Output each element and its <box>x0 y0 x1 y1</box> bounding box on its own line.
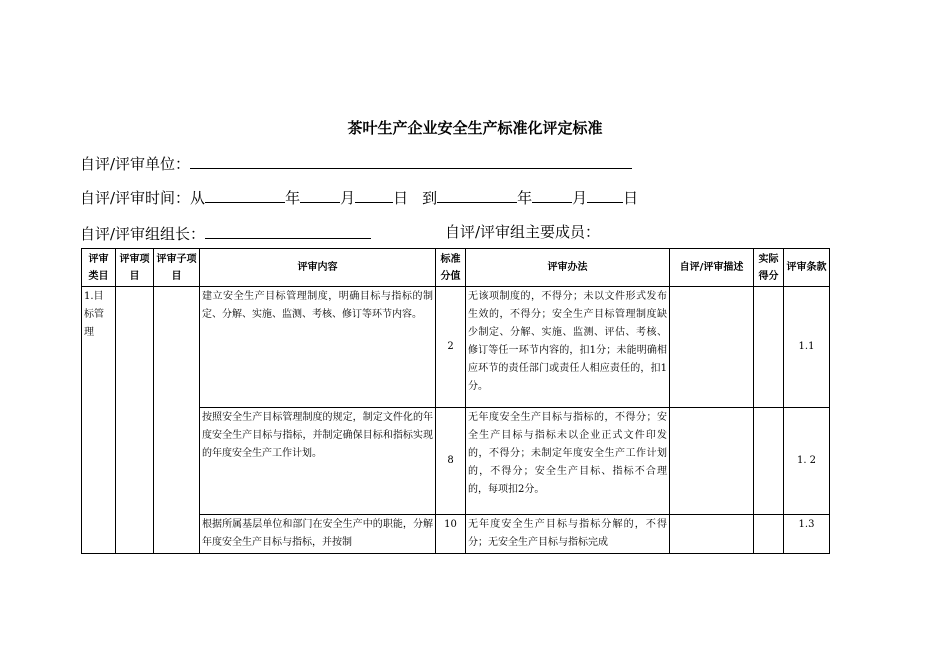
category-cell: 1.目标管理 <box>82 287 116 554</box>
members-line <box>445 222 600 242</box>
leader-line <box>80 222 371 244</box>
end-day-blank[interactable] <box>587 186 623 203</box>
score-cell: 2 <box>436 287 466 408</box>
day-label: 日 <box>393 189 409 207</box>
year-label: 年 <box>285 189 301 207</box>
header-subitem: 评审子项目 <box>154 249 200 287</box>
unit-label: 自评/评审单位： <box>80 155 191 173</box>
month-label: 月 <box>340 189 356 207</box>
content-cell: 按照安全生产目标管理制度的规定，制定文件化的年度安全生产目标与指标，并制定确保目标和指标实现的年度安全生产工作计划。 <box>200 408 436 515</box>
time-line <box>80 186 638 208</box>
header-clause: 评审条款 <box>784 249 830 287</box>
start-day-blank[interactable] <box>355 186 393 203</box>
content-cell: 根据所属基层单位和部门在安全生产中的职能，分解年度安全生产目标与指标，并按制 <box>200 515 436 554</box>
start-year-blank[interactable] <box>205 186 285 203</box>
method-cell: 无年度安全生产目标与指标的，不得分；安全生产目标与指标未以企业正式文件印发的，不得分；未制定年度安全生产工作计划的，不得分；安全生产目标、指标不合理的，每项扣2分。 <box>466 408 670 515</box>
start-month-blank[interactable] <box>300 186 340 203</box>
header-score: 标准分值 <box>436 249 466 287</box>
header-method: 评审办法 <box>466 249 670 287</box>
header-row <box>82 249 830 287</box>
header-content: 评审内容 <box>200 249 436 287</box>
time-label: 自评/评审时间：从 <box>80 189 206 207</box>
day-label-2: 日 <box>623 189 639 207</box>
leader-blank[interactable] <box>205 222 371 239</box>
end-month-blank[interactable] <box>532 186 572 203</box>
clause-cell: 1. 2 <box>784 408 830 515</box>
actual-score-cell[interactable] <box>754 287 784 408</box>
method-cell: 无该项制度的，不得分；未以文件形式发布生效的，不得分；安全生产目标管理制度缺少制定、分解、实施、监测、评估、考核、修订等任一环节内容的，扣1分；未能明确相应环节的责任部门或责任人相应责任的，扣1分。 <box>466 287 670 408</box>
actual-score-cell[interactable] <box>754 515 784 554</box>
score-cell: 8 <box>436 408 466 515</box>
description-cell[interactable] <box>670 287 754 408</box>
header-category: 评审类目 <box>82 249 116 287</box>
table-row <box>82 287 830 408</box>
end-year-blank[interactable] <box>437 186 517 203</box>
actual-score-cell[interactable] <box>754 408 784 515</box>
document-title: 茶叶生产企业安全生产标准化评定标准 <box>347 119 603 137</box>
method-cell: 无年度安全生产目标与指标分解的，不得分；无安全生产目标与指标完成 <box>466 515 670 554</box>
unit-blank[interactable] <box>190 152 632 169</box>
content-cell: 建立安全生产目标管理制度，明确目标与指标的制定、分解、实施、监测、考核、修订等环节内容。 <box>200 287 436 408</box>
description-cell[interactable] <box>670 515 754 554</box>
header-item: 评审项目 <box>116 249 154 287</box>
criteria-table <box>81 248 830 554</box>
clause-cell: 1.1 <box>784 287 830 408</box>
to-label: 到 <box>422 189 438 207</box>
year-label-2: 年 <box>517 189 533 207</box>
month-label-2: 月 <box>572 189 588 207</box>
score-cell: 10 <box>436 515 466 554</box>
subitem-cell <box>154 287 200 554</box>
description-cell[interactable] <box>670 408 754 515</box>
leader-label: 自评/评审组组长： <box>80 225 206 243</box>
members-label: 自评/评审组主要成员： <box>445 223 601 241</box>
clause-cell: 1.3 <box>784 515 830 554</box>
unit-line <box>80 152 632 174</box>
header-description: 自评/评审描述 <box>670 249 754 287</box>
item-cell <box>116 287 154 554</box>
header-actual: 实际得分 <box>754 249 784 287</box>
